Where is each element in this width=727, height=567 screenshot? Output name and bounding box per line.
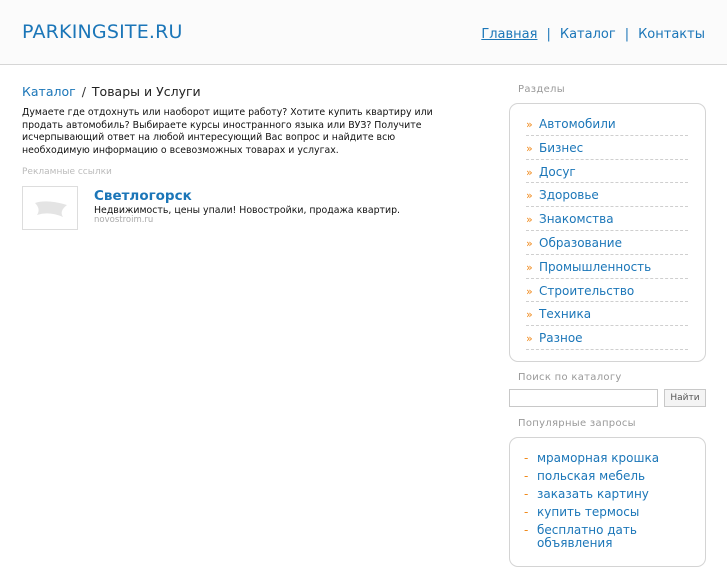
category-item: [526, 303, 688, 326]
ad-source: novostroim.ru: [94, 215, 154, 225]
category-item: [526, 280, 688, 303]
catalog-search-input[interactable]: [509, 389, 658, 407]
search-button[interactable]: Найти: [664, 389, 706, 407]
popular-item: [524, 487, 694, 505]
breadcrumb: [22, 84, 201, 99]
popular-link[interactable]: бесплатно дать объявления: [537, 523, 637, 550]
popular-item: [524, 505, 694, 523]
nav-contacts-link[interactable]: Контакты: [638, 27, 705, 42]
marker-icon: »: [526, 260, 533, 274]
marker-icon: »: [526, 213, 533, 227]
marker-icon: »: [526, 141, 533, 155]
ad-title-link[interactable]: Светлогорск: [94, 188, 192, 204]
dash-marker-icon: -: [524, 451, 529, 465]
popular-queries-list: [524, 451, 694, 550]
category-item: [526, 232, 688, 255]
popular-heading: Популярные запросы: [518, 418, 636, 429]
category-link-education[interactable]: Образование: [539, 235, 622, 250]
categories-list: [526, 113, 688, 351]
marker-icon: »: [526, 189, 533, 203]
category-item: [526, 137, 688, 160]
marker-icon: »: [526, 332, 533, 346]
ad-thumbnail[interactable]: [22, 186, 78, 230]
dash-marker-icon: -: [524, 487, 529, 501]
ad-image-placeholder-icon: [33, 199, 69, 219]
popular-item: [524, 469, 694, 487]
top-navigation: [481, 27, 705, 42]
intro-text: Думаете где отдохнуть или наоборот ищите работу? Хотите купить квартиру или продать автомобиль? Выбираете курсы иностранного языка или ВУЗ? Получите исчерпывающий ответ на любой интересующий Вас вопрос и найдите всю необходимую информацию о всевозможных товарах и услугах.: [22, 107, 433, 156]
popular-link[interactable]: мраморная крошка: [537, 451, 660, 465]
category-item: [526, 184, 688, 207]
category-item: [526, 161, 688, 184]
popular-link[interactable]: купить термосы: [537, 505, 640, 519]
popular-item: [524, 523, 694, 550]
breadcrumb-catalog-link[interactable]: Каталог: [22, 84, 76, 99]
site-header: [0, 0, 727, 65]
category-link-auto[interactable]: Автомобили: [539, 117, 616, 131]
category-link-leisure[interactable]: Досуг: [539, 164, 576, 179]
breadcrumb-separator: /: [81, 84, 86, 99]
popular-queries-box: [509, 437, 706, 567]
categories-box: [509, 103, 706, 362]
nav-catalog-link[interactable]: Каталог: [559, 27, 616, 42]
marker-icon: »: [526, 308, 533, 322]
category-link-health[interactable]: Здоровье: [539, 188, 599, 203]
category-link-dating[interactable]: Знакомства: [539, 212, 614, 227]
category-link-business[interactable]: Бизнес: [539, 140, 584, 155]
category-link-industry[interactable]: Промышленность: [539, 259, 652, 274]
marker-icon: »: [526, 236, 533, 250]
category-link-misc[interactable]: Разное: [539, 331, 583, 346]
marker-icon: »: [526, 118, 533, 131]
breadcrumb-current: Товары и Услуги: [91, 84, 201, 99]
popular-item: [524, 451, 694, 469]
marker-icon: »: [526, 165, 533, 179]
category-link-construction[interactable]: Строительство: [539, 283, 635, 298]
dash-marker-icon: -: [524, 469, 529, 483]
dash-marker-icon: -: [524, 505, 529, 519]
category-item: [526, 208, 688, 231]
dash-marker-icon: -: [524, 523, 529, 537]
popular-link[interactable]: польская мебель: [537, 469, 646, 483]
ads-label: Рекламные ссылки: [22, 167, 112, 177]
category-item: [526, 256, 688, 279]
sections-heading: Разделы: [518, 84, 565, 95]
site-logo[interactable]: PARKINGSITE.RU: [22, 21, 183, 43]
nav-home-link[interactable]: Главная: [481, 27, 538, 42]
category-link-tech[interactable]: Техника: [539, 307, 592, 322]
nav-separator: |: [624, 27, 630, 42]
category-item: [526, 113, 688, 136]
nav-separator: |: [546, 27, 551, 42]
search-heading: Поиск по каталогу: [518, 372, 622, 383]
ad-description: Недвижимость, цены упали! Новостройки, продажа квартир.: [94, 205, 401, 216]
marker-icon: »: [526, 284, 533, 298]
popular-link[interactable]: заказать картину: [537, 487, 649, 501]
category-item: [526, 327, 688, 350]
